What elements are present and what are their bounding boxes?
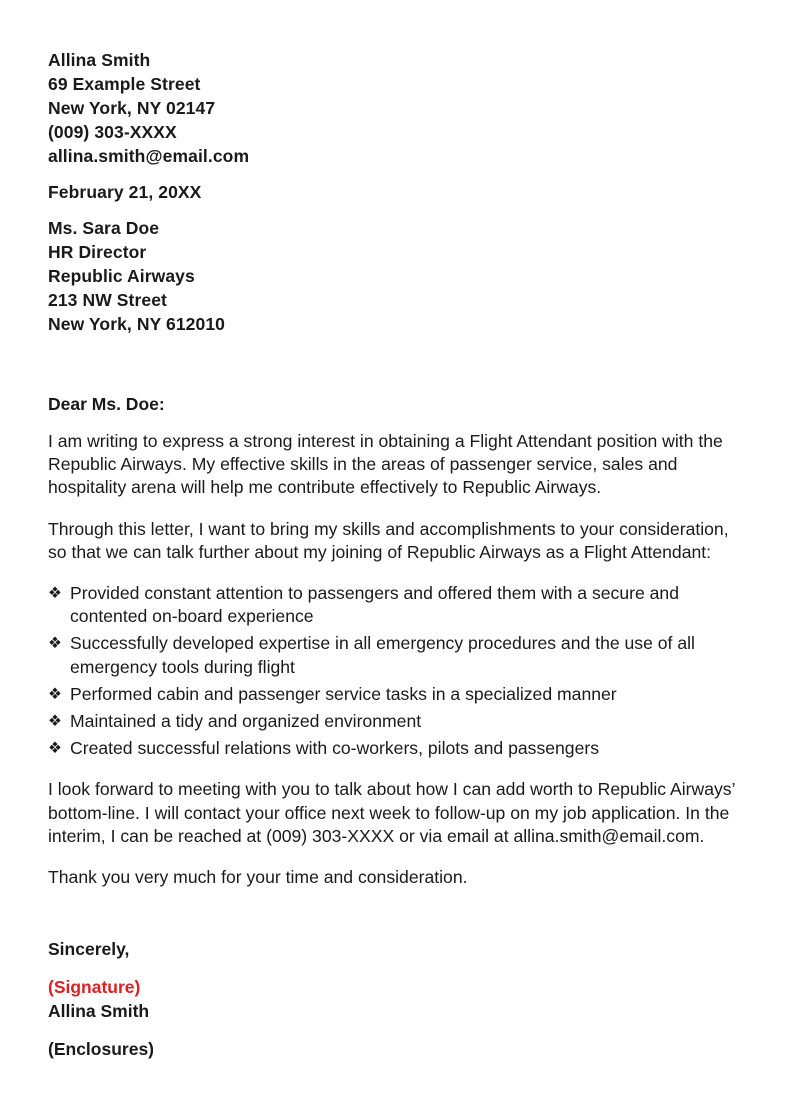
signoff-block (48, 937, 750, 1061)
letter-date-block (48, 180, 750, 204)
list-item (48, 683, 750, 706)
body-paragraph-2: Through this letter, I want to bring my skills and accomplishments to your consideration, so that we can talk further about my joining of Republic Airways as a Flight Attendant: (48, 518, 729, 562)
letter-date: February 21, 20XX (48, 182, 202, 202)
recipient-street: 213 NW Street (48, 290, 167, 310)
diamond-bullet-icon: ❖ (48, 585, 62, 603)
list-item-text: Provided constant attention to passengers and offered them with a secure and contented on-board experience (70, 583, 680, 627)
thanks-paragraph: Thank you very much for your time and consideration. (48, 867, 468, 888)
recipient-name: Ms. Sara Doe (48, 218, 160, 238)
recipient-address-block (48, 216, 750, 336)
salutation: Dear Ms. Doe: (48, 394, 165, 414)
sender-email: allina.smith@email.com (48, 146, 250, 166)
diamond-bullet-icon: ❖ (48, 713, 62, 731)
list-item-text: Successfully developed expertise in all emergency procedures and the use of all emergency tools during flight (70, 633, 695, 677)
sender-city-state-zip: New York, NY 02147 (48, 98, 216, 118)
sender-street: 69 Example Street (48, 74, 201, 94)
sincerely-line: Sincerely, (48, 939, 130, 960)
recipient-company: Republic Airways (48, 266, 195, 286)
list-item-text: Maintained a tidy and organized environment (70, 711, 422, 732)
achievements-list (48, 582, 750, 760)
list-item-text: Created successful relations with co-workers, pilots and passengers (70, 738, 600, 759)
list-item (48, 710, 750, 733)
closing-paragraph: I look forward to meeting with you to talk about how I can add worth to Republic Airways’ bottom-line. I will contact your office next week to follow-up on my job application. In the interim, I can be reached at (009) 303-XXXX or via email at allina.smith@email.com. (48, 779, 735, 846)
recipient-title: HR Director (48, 242, 147, 262)
diamond-bullet-icon: ❖ (48, 685, 62, 703)
diamond-bullet-icon: ❖ (48, 740, 62, 758)
list-item (48, 737, 750, 760)
list-item-text: Performed cabin and passenger service tasks in a specialized manner (70, 683, 617, 704)
body-paragraph-1: I am writing to express a strong interest in obtaining a Flight Attendant position with the Republic Airways. My effective skills in the areas of passenger service, sales and hospitality arena will help me contribute effectively to Republic Airways. (48, 431, 723, 498)
sender-name: Allina Smith (48, 50, 151, 70)
recipient-city-state-zip: New York, NY 612010 (48, 314, 226, 334)
sender-phone: (009) 303-XXXX (48, 122, 177, 142)
sender-address-block (48, 48, 750, 168)
diamond-bullet-icon: ❖ (48, 635, 62, 653)
list-item (48, 632, 750, 678)
signature-placeholder: (Signature) (48, 977, 141, 998)
list-item (48, 582, 750, 628)
enclosures-line: (Enclosures) (48, 1039, 154, 1060)
signer-name: Allina Smith (48, 1001, 150, 1022)
